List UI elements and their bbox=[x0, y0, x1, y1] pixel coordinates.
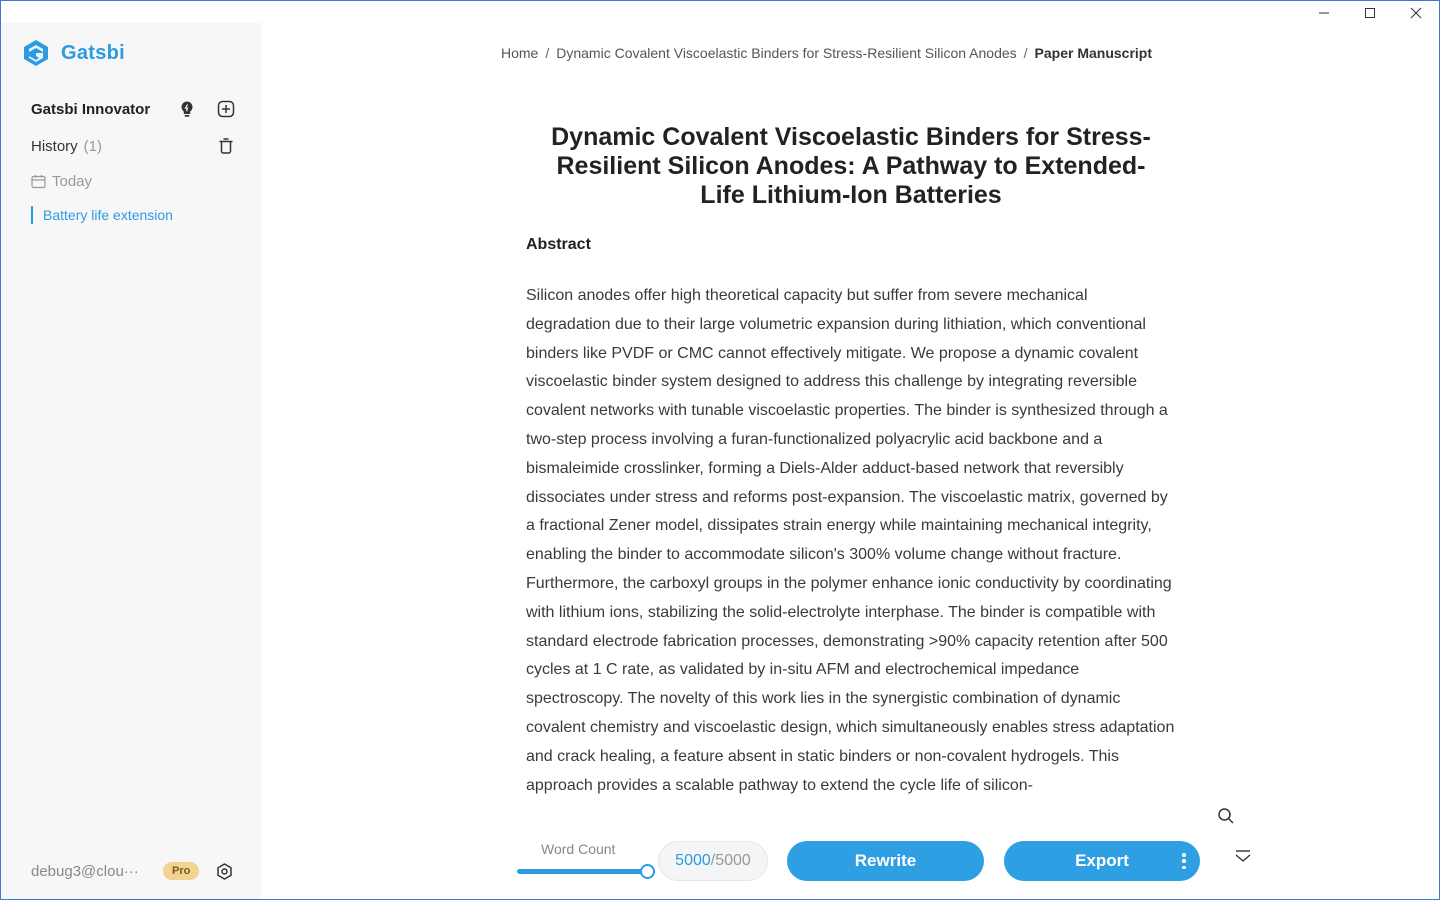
pro-badge: Pro bbox=[163, 862, 199, 880]
innovator-row bbox=[31, 97, 237, 121]
history-item-label: Battery life extension bbox=[43, 207, 173, 223]
main-content bbox=[261, 1, 1439, 899]
word-count-input[interactable] bbox=[658, 841, 768, 881]
history-group-today bbox=[31, 169, 237, 193]
breadcrumb-current: Paper Manuscript bbox=[1034, 45, 1153, 61]
word-count-slider-thumb[interactable] bbox=[640, 864, 655, 879]
search-icon[interactable] bbox=[1215, 805, 1237, 827]
breadcrumb-project[interactable]: Dynamic Covalent Viscoelastic Binders for Stress-Resilient Silicon Anodes bbox=[556, 45, 1017, 61]
rewrite-button[interactable]: Rewrite bbox=[787, 841, 984, 881]
calendar-icon bbox=[31, 174, 46, 189]
minimize-icon[interactable] bbox=[1301, 1, 1347, 25]
abstract-text: Silicon anodes offer high theoretical capacity but suffer from severe mechanical degradation due to their large volumetric expansion during lithiation, which conventional binders like PVDF or CMC cannot effectively mitigate. We propose a dynamic covalent viscoelastic binder system designed to address this challenge by integrating reversible covalent networks with tunable viscoelastic properties. The binder is synthesized through a two-step process involving a furan-functionalized polyacrylic acid backbone and a bismaleimide crosslinker, forming a Diels-Alder adduct-based network that reversibly dissociates under stress and reforms post-expansion. The viscoelastic matrix, governed by a fractional Zener model, dissipates strain energy while maintaining mechanical integrity, enabling the binder to accommodate silicon's 300% volume change without fracture. Furthermore, the carboxyl groups in the polymer enhance ionic conductivity by coordinating with lithium ions, stabilizing the solid-electrolyte interphase. The binder is compatible with standard electrode fabrication processes, demonstrating >90% capacity retention after 500 cycles at 1 C rate, as validated by in-situ AFM and electrochemical impedance spectroscopy. The novelty of this work lies in the synergistic combination of dynamic covalent chemistry and viscoelastic design, which simultaneously enables stress adaptation and crack healing, a feature absent in static binders or non-covalent hydrogels. This approach provides a scalable pathway to extend the cycle life of silicon- bbox=[526, 287, 1175, 794]
history-row bbox=[31, 134, 237, 158]
side-tools bbox=[1215, 805, 1237, 889]
gatsbi-logo-icon bbox=[23, 39, 49, 67]
breadcrumb-separator: / bbox=[1023, 45, 1028, 61]
close-icon[interactable] bbox=[1393, 1, 1439, 25]
window-controls bbox=[1301, 1, 1439, 25]
export-button[interactable] bbox=[1004, 841, 1200, 881]
history-item[interactable] bbox=[31, 206, 173, 224]
word-count-value: 5000 bbox=[675, 852, 711, 869]
word-count-label: Word Count bbox=[541, 841, 616, 857]
breadcrumb bbox=[501, 45, 1152, 61]
brand[interactable] bbox=[23, 39, 125, 67]
lightbulb-icon[interactable] bbox=[176, 98, 198, 120]
maximize-icon[interactable] bbox=[1347, 1, 1393, 25]
abstract-heading: Abstract bbox=[526, 236, 591, 253]
breadcrumb-home[interactable]: Home bbox=[501, 45, 539, 61]
breadcrumb-separator: / bbox=[545, 45, 550, 61]
word-count-slider[interactable] bbox=[517, 869, 647, 874]
new-chat-icon[interactable] bbox=[215, 98, 237, 120]
trash-icon[interactable] bbox=[215, 135, 237, 157]
history-count: (1) bbox=[83, 137, 103, 155]
more-options-icon[interactable] bbox=[1182, 853, 1186, 869]
user-email[interactable]: debug3@clou··· bbox=[31, 862, 139, 880]
export-label: Export bbox=[1075, 851, 1129, 870]
group-label: Today bbox=[52, 172, 93, 190]
paper-manuscript bbox=[526, 123, 1176, 823]
bottom-toolbar bbox=[516, 839, 1216, 885]
settings-icon[interactable] bbox=[213, 860, 235, 882]
paper-title: Dynamic Covalent Viscoelastic Binders for Stress-Resilient Silicon Anodes: A Pathway to Extended-Life Lithium-Ion Batteries bbox=[551, 123, 1151, 209]
brand-name: Gatsbi bbox=[61, 41, 126, 64]
sidebar bbox=[1, 23, 261, 900]
sidebar-footer bbox=[31, 858, 235, 884]
history-label: History bbox=[31, 137, 78, 155]
word-count-max: /5000 bbox=[710, 852, 751, 869]
innovator-label: Gatsbi Innovator bbox=[31, 100, 151, 118]
scroll-to-bottom-icon[interactable] bbox=[1232, 847, 1254, 869]
